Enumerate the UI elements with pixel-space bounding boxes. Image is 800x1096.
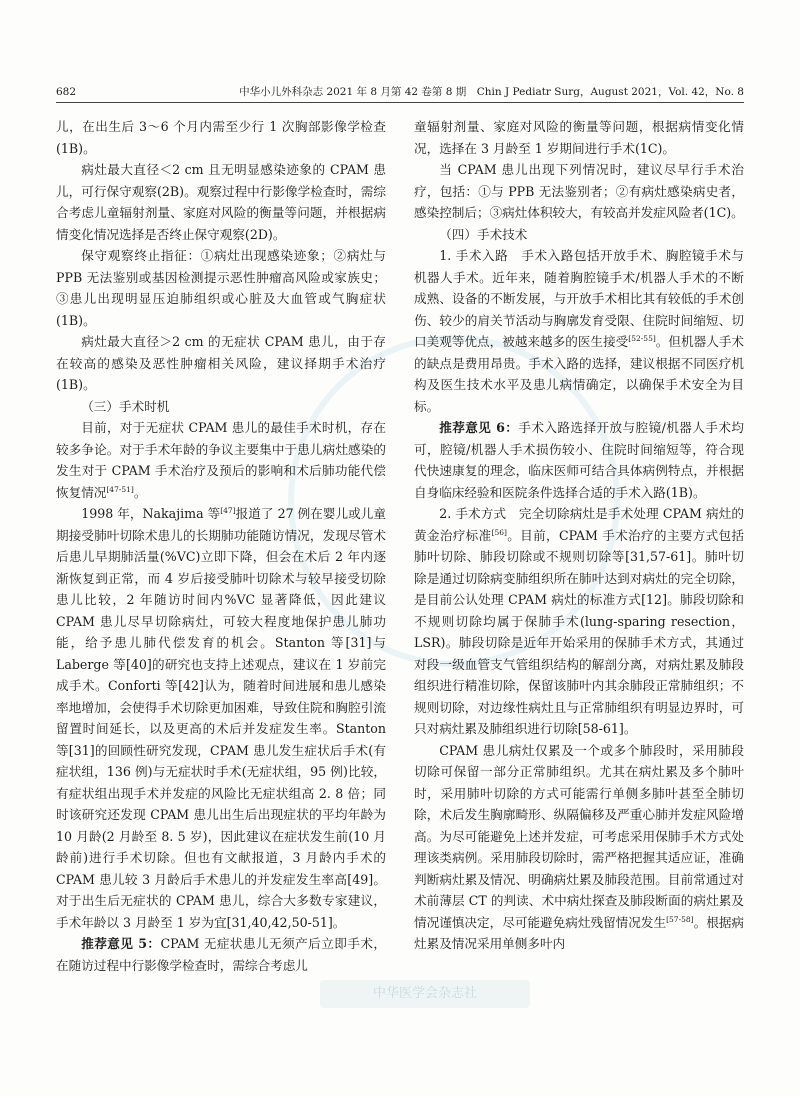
paragraph-text: 2. 手术方式 完全切除病灶是手术处理 CPAM 病灶的黄金治疗标准 [414, 506, 744, 543]
paragraph-text: 1998 年，Nakajima 等 [81, 506, 221, 521]
paragraph [56, 503, 386, 933]
paragraph-text: CPAM 患儿病灶仅累及一个或多个肺段时，采用肺段切除可保留一部分正常肺组织。尤其在病灶累及多个肺叶时，采用肺叶切除的方式可能需行单侧多肺叶甚至全肺切除，术后发生胸廓畸形、纵隔偏移及严重心肺并发症风险增高。为尽可能避免上述并发症，可考虑采用保肺手术方式处理该类病例。采用肺段切除时，需严格把握其适应证，准确判断病灶累及情况、明确病灶累及肺段范围。目前常通过对术前薄层 CT 的判读、术中病灶探查及肺段断面的病灶累及情况谨慎决定，尽可能避免病灶残留情况发生 [414, 742, 744, 930]
paragraph-text: 保守观察终止指征：①病灶出现感染迹象；②病灶与 PPB 无法鉴别或基因检测提示恶性肿瘤高风险或家族史；③患儿出现明显压迫肺组织或心脏及大血管或气胸症状(1B)。 [56, 248, 386, 328]
paragraph-text: CPAM 无症状患儿无须产后立即手术，在随访过程中行影像学检查时，需综合考虑儿 [56, 936, 386, 973]
citation-ref: [56] [491, 527, 507, 537]
paragraph-text: 儿，在出生后 3～6 个月内需至少行 1 次胸部影像学检查(1B)。 [56, 119, 386, 156]
paragraph-text-cont: 。目前，CPAM 手术治疗的主要方式包括肺叶切除、肺段切除或不规则切除等[31,57-61]。肺叶切除是通过切除病变肺组织所在肺叶达到对病灶的完全切除，是目前公认处理 CPAM 病灶的标准方式[12]。肺段切除和不规则切除均属于保肺手术(lung-sparing resection，LSR)。肺段切除是近年开始采用的保肺手术方式，其通过对段一级血管支气管组织结构的解剖分离，对病灶累及肺段组织进行精准切除，保留该肺叶内其余肺段正常肺组织；不规则切除，对边缘性病灶且与正常肺组织有明显边界时，可只对病灶累及肺组织进行切除[58-61]。 [414, 527, 745, 736]
paragraph-text-cont: 。 [133, 484, 147, 500]
paragraph [56, 245, 386, 331]
paragraph [56, 933, 386, 976]
paragraph [56, 159, 386, 245]
paragraph [414, 116, 744, 159]
citation-ref: [47] [220, 505, 236, 515]
paragraph-text: 童辐射剂量、家庭对风险的衡量等问题，根据病情变化情况，选择在 3 月龄至 1 岁期间进行手术(1C)。 [414, 119, 744, 156]
paragraph [414, 503, 744, 740]
paragraph-text: （四）手术技术 [439, 226, 528, 242]
paragraph-text-cont: 报道了 27 例在婴儿或儿童期接受肺叶切除术患儿的长期肺功能随访情况，发现尽管术后患儿早期肺活量(%VC)立即下降，但会在术后 2 年内逐渐恢复到正常，而 4 岁后接受肺叶切除术与较早接受切除患儿比较，2 年随访时间内%VC 显著降低，因此建议 CPAM 患儿尽早切除病灶，可较大程度地保护患儿肺功能，给予患儿肺代偿发育的机会。Stanton 等[31]与 Laberge 等[40]的研究也支持上述观点，建议在 1 岁前完成手术。Conforti 等[42]认为，随着时间进展和患儿感染率地增加，会使得手术切除更加困难，导致住院和胸腔引流留置时间延长，以及更高的术后并发症发生率。Stanton 等[31]的回顾性研究发现，CPAM 患儿发生症状后手术(有症状组，136 例)与无症状时手术(无症状组，95 例)比较，有症状组出现手术并发症的风险比无症状组高 2. 8 倍；同时该研究还发现 CPAM 患儿出生后出现症状的平均年龄为 10 月龄(2 月龄至 8. 5 岁)，因此建议在症状发生前(10 月龄前)进行手术切除。但也有文献报道，3 月龄内手术的 CPAM 患儿较 3 月龄后手术患儿的并发症发生率高[49]。对于出生后无症状的 CPAM 患儿，综合大多数专家建议，手术年龄以 3 月龄至 1 岁为宜[31,40,42,50-51]。 [56, 506, 386, 930]
paragraph-text-cont: 。根据病灶累及情况采用单侧多叶内 [414, 914, 745, 951]
paragraph [56, 116, 386, 159]
watermark-text: 中华医学会杂志社 [320, 980, 530, 1008]
paragraph [56, 331, 386, 396]
left-column [56, 116, 386, 976]
citation-ref: [52-55] [628, 333, 656, 343]
paragraph [414, 224, 744, 246]
recommendation-label: 推荐意见 5： [81, 936, 161, 951]
paragraph-text: 病灶最大直径＞2 cm 的无症状 CPAM 患儿，由于存在较高的感染及恶性肿瘤相关风险，建议择期手术治疗(1B)。 [56, 334, 386, 392]
page-number: 682 [56, 86, 77, 98]
paragraph-text: 当 CPAM 患儿出现下列情况时，建议尽早行手术治疗，包括：①与 PPB 无法鉴别者；②有病灶感染病史者，感染控制后；③病灶体积较大，有较高并发症风险者(1C)。 [414, 162, 744, 220]
right-column [414, 116, 744, 955]
paragraph-text: 手术入路选择开放与腔镜/机器人手术均可，腔镜/机器人手术损伤较小、住院时间缩短等，符合现代快速康复的理念，临床医师可结合具体病例特点，并根据自身临床经验和医院条件选择合适的手术入路(1B)。 [414, 420, 744, 500]
recommendation-label: 推荐意见 6： [439, 420, 519, 435]
journal-citation: 中华小儿外科杂志 2021 年 8 月第 42 卷第 8 期 Chin J Pediatr Surg，August 2021，Vol. 42，No. 8 [239, 86, 744, 98]
running-header [56, 82, 744, 102]
paragraph [56, 417, 386, 503]
paragraph [414, 417, 744, 503]
paragraph-text: （三）手术时机 [81, 398, 170, 414]
citation-ref: [57-58] [666, 914, 694, 924]
paragraph [56, 396, 386, 418]
header-rule [56, 102, 744, 103]
paragraph-text-cont: 。但机器人手术的缺点是费用昂贵。手术入路的选择，建议根据不同医疗机构及医生技术水平及患儿病情确定，以确保手术安全为目标。 [414, 334, 745, 414]
paragraph [414, 740, 744, 955]
paragraph-text: 1. 手术入路 手术入路包括开放手术、胸腔镜手术与机器人手术。近年来，随着胸腔镜手术/机器人手术的不断成熟、设备的不断发展，与开放手术相比其有较低的手术创伤、较少的肩关节活动与胸廓发育受限、住院时间缩短、切口美观等优点，被越来越多的医生接受 [414, 248, 744, 349]
paragraph-text: 病灶最大直径＜2 cm 且无明显感染迹象的 CPAM 患儿，可行保守观察(2B)。观察过程中行影像学检查时，需综合考虑儿童辐射剂量、家庭对风险的衡量等问题，并根据病情变化情况选择是否终止保守观察(2D)。 [56, 162, 386, 242]
citation-ref: [47-51] [106, 484, 134, 494]
paragraph-text: 目前，对于无症状 CPAM 患儿的最佳手术时机，存在较多争论。对于手术年龄的争议主要集中于患儿病灶感染的发生对于 CPAM 手术治疗及预后的影响和术后肺功能代偿恢复情况 [56, 420, 386, 500]
paragraph [414, 159, 744, 224]
paragraph [414, 245, 744, 417]
